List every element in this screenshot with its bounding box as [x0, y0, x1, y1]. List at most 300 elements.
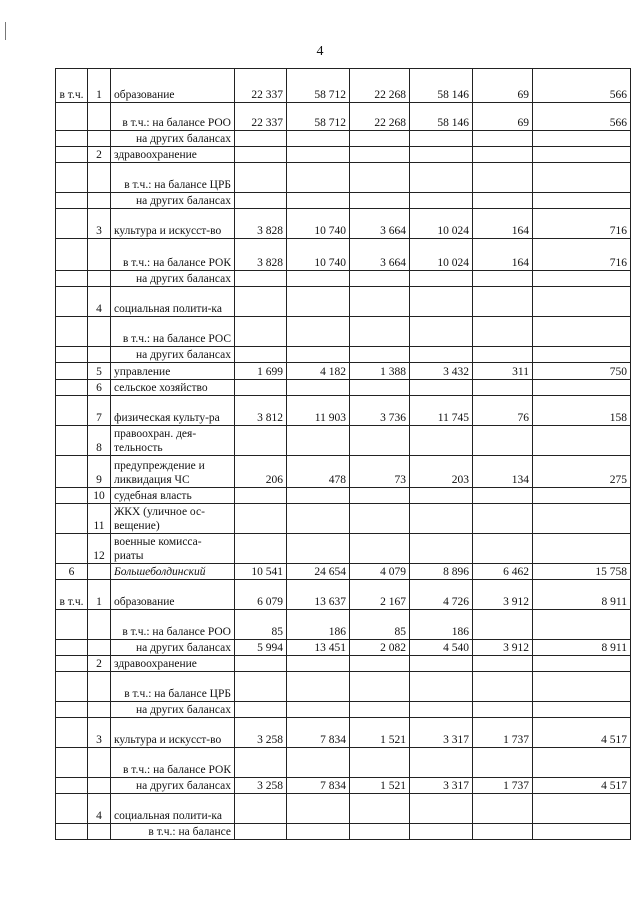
- row-group-cell: [56, 718, 88, 748]
- value-cell: 164: [473, 209, 533, 239]
- row-group-cell: [56, 456, 88, 488]
- table-row: [56, 580, 631, 610]
- value-cell: [235, 147, 287, 163]
- value-cell: [287, 163, 350, 193]
- row-number-cell: [88, 672, 111, 702]
- value-cell: 1 737: [473, 718, 533, 748]
- row-number-cell: [88, 239, 111, 271]
- value-cell: 8 911: [533, 580, 631, 610]
- value-cell: [410, 271, 473, 287]
- value-cell: 4 517: [533, 778, 631, 794]
- value-cell: [350, 672, 410, 702]
- value-cell: [350, 702, 410, 718]
- sector-name-cell: культура и искусст-во: [111, 718, 235, 748]
- value-cell: 58 146: [410, 69, 473, 103]
- sector-name-cell: управление: [111, 363, 235, 380]
- value-cell: [410, 347, 473, 363]
- value-cell: 69: [473, 103, 533, 131]
- value-cell: [533, 287, 631, 317]
- row-number-cell: [88, 103, 111, 131]
- value-cell: [410, 504, 473, 534]
- value-cell: [533, 271, 631, 287]
- value-cell: [533, 824, 631, 840]
- table-row: [56, 504, 631, 534]
- value-cell: [533, 702, 631, 718]
- row-number-cell: 3: [88, 718, 111, 748]
- value-cell: [533, 163, 631, 193]
- value-cell: 206: [235, 456, 287, 488]
- sector-name-cell: предупреждение и ликвидация ЧС: [111, 456, 235, 488]
- value-cell: [287, 271, 350, 287]
- value-cell: [533, 347, 631, 363]
- value-cell: [410, 824, 473, 840]
- value-cell: 134: [473, 456, 533, 488]
- row-number-cell: [88, 193, 111, 209]
- table-row: [56, 239, 631, 271]
- value-cell: [410, 656, 473, 672]
- row-number-cell: 3: [88, 209, 111, 239]
- value-cell: 13 451: [287, 640, 350, 656]
- value-cell: 8 911: [533, 640, 631, 656]
- value-cell: [410, 147, 473, 163]
- value-cell: [533, 534, 631, 564]
- value-cell: [235, 702, 287, 718]
- table-row: [56, 534, 631, 564]
- value-cell: 716: [533, 239, 631, 271]
- value-cell: [235, 131, 287, 147]
- row-number-cell: 2: [88, 147, 111, 163]
- value-cell: [287, 287, 350, 317]
- row-number-cell: [88, 702, 111, 718]
- row-group-cell: [56, 534, 88, 564]
- value-cell: [473, 193, 533, 209]
- value-cell: [235, 794, 287, 824]
- value-cell: [287, 380, 350, 396]
- table-row: [56, 69, 631, 103]
- value-cell: [235, 347, 287, 363]
- value-cell: [473, 672, 533, 702]
- sector-name-cell: в т.ч.: на балансе РОО: [111, 610, 235, 640]
- value-cell: 22 268: [350, 69, 410, 103]
- table-row: [56, 488, 631, 504]
- value-cell: [350, 656, 410, 672]
- value-cell: 13 637: [287, 580, 350, 610]
- page-number: 4: [316, 44, 324, 59]
- sector-name-cell: в т.ч.: на балансе РОС: [111, 317, 235, 347]
- budget-table: [55, 68, 631, 840]
- value-cell: 750: [533, 363, 631, 380]
- table-row: [56, 193, 631, 209]
- value-cell: 158: [533, 396, 631, 426]
- value-cell: 6 079: [235, 580, 287, 610]
- value-cell: [473, 131, 533, 147]
- value-cell: 3 828: [235, 239, 287, 271]
- value-cell: [350, 488, 410, 504]
- sector-name-cell: в т.ч.: на балансе РОО: [111, 103, 235, 131]
- value-cell: 478: [287, 456, 350, 488]
- value-cell: [533, 193, 631, 209]
- sector-name-cell: на других балансах: [111, 702, 235, 718]
- row-number-cell: [88, 271, 111, 287]
- value-cell: [533, 672, 631, 702]
- value-cell: 3 812: [235, 396, 287, 426]
- value-cell: [533, 426, 631, 456]
- value-cell: [287, 426, 350, 456]
- value-cell: 11 745: [410, 396, 473, 426]
- value-cell: [287, 193, 350, 209]
- table-row: [56, 103, 631, 131]
- sector-name-cell: образование: [111, 69, 235, 103]
- value-cell: 3 258: [235, 778, 287, 794]
- value-cell: [473, 488, 533, 504]
- value-cell: [410, 317, 473, 347]
- table-row: [56, 718, 631, 748]
- row-group-cell: [56, 488, 88, 504]
- row-number-cell: [88, 317, 111, 347]
- value-cell: [350, 131, 410, 147]
- value-cell: 4 540: [410, 640, 473, 656]
- value-cell: [473, 610, 533, 640]
- row-group-cell: [56, 610, 88, 640]
- value-cell: 3 664: [350, 209, 410, 239]
- value-cell: [533, 147, 631, 163]
- row-group-cell: [56, 702, 88, 718]
- value-cell: 73: [350, 456, 410, 488]
- value-cell: [235, 672, 287, 702]
- sector-name-cell: социальная полити-ка: [111, 287, 235, 317]
- sector-name-cell: здравоохранение: [111, 147, 235, 163]
- value-cell: [473, 271, 533, 287]
- value-cell: [287, 672, 350, 702]
- row-number-cell: 6: [88, 380, 111, 396]
- table-row: [56, 287, 631, 317]
- value-cell: [410, 163, 473, 193]
- value-cell: 58 712: [287, 69, 350, 103]
- value-cell: 22 337: [235, 103, 287, 131]
- value-cell: 24 654: [287, 564, 350, 580]
- value-cell: [287, 702, 350, 718]
- value-cell: [350, 147, 410, 163]
- value-cell: [350, 426, 410, 456]
- row-group-cell: [56, 504, 88, 534]
- sector-name-cell: в т.ч.: на балансе ЦРБ: [111, 672, 235, 702]
- value-cell: 4 182: [287, 363, 350, 380]
- value-cell: [350, 163, 410, 193]
- value-cell: [235, 380, 287, 396]
- row-group-cell: [56, 748, 88, 778]
- value-cell: [410, 488, 473, 504]
- value-cell: 311: [473, 363, 533, 380]
- table-row: [56, 672, 631, 702]
- row-number-cell: 7: [88, 396, 111, 426]
- value-cell: [287, 824, 350, 840]
- value-cell: [473, 794, 533, 824]
- row-group-cell: [56, 131, 88, 147]
- value-cell: [235, 317, 287, 347]
- value-cell: 58 712: [287, 103, 350, 131]
- value-cell: 3 317: [410, 718, 473, 748]
- value-cell: 4 517: [533, 718, 631, 748]
- row-number-cell: [88, 748, 111, 778]
- table-row: [56, 380, 631, 396]
- row-number-cell: 2: [88, 656, 111, 672]
- value-cell: [533, 794, 631, 824]
- value-cell: [287, 534, 350, 564]
- row-group-cell: [56, 672, 88, 702]
- value-cell: [287, 656, 350, 672]
- row-number-cell: [88, 610, 111, 640]
- value-cell: [410, 287, 473, 317]
- value-cell: [287, 317, 350, 347]
- table-row: [56, 163, 631, 193]
- value-cell: [473, 380, 533, 396]
- row-group-cell: [56, 239, 88, 271]
- value-cell: [350, 534, 410, 564]
- value-cell: [410, 794, 473, 824]
- table-row: [56, 396, 631, 426]
- value-cell: 7 834: [287, 718, 350, 748]
- table-row: [56, 456, 631, 488]
- value-cell: 1 699: [235, 363, 287, 380]
- value-cell: 11 903: [287, 396, 350, 426]
- value-cell: [235, 824, 287, 840]
- row-number-cell: [88, 778, 111, 794]
- sector-name-cell: военные комисса-риаты: [111, 534, 235, 564]
- value-cell: [350, 193, 410, 209]
- sector-name-cell: в т.ч.: на балансе РОК: [111, 239, 235, 271]
- value-cell: [410, 131, 473, 147]
- row-number-cell: 9: [88, 456, 111, 488]
- table-row: [56, 824, 631, 840]
- sector-name-cell: в т.ч.: на балансе ЦРБ: [111, 163, 235, 193]
- value-cell: 10 024: [410, 209, 473, 239]
- value-cell: 85: [350, 610, 410, 640]
- table-row: [56, 363, 631, 380]
- row-group-cell: [56, 363, 88, 380]
- value-cell: 1 737: [473, 778, 533, 794]
- value-cell: 3 258: [235, 718, 287, 748]
- value-cell: [287, 131, 350, 147]
- row-group-cell: [56, 347, 88, 363]
- value-cell: 716: [533, 209, 631, 239]
- row-number-cell: 4: [88, 287, 111, 317]
- row-number-cell: 1: [88, 580, 111, 610]
- value-cell: [287, 504, 350, 534]
- row-group-cell: [56, 656, 88, 672]
- value-cell: 566: [533, 103, 631, 131]
- sector-name-cell: на других балансах: [111, 347, 235, 363]
- value-cell: 76: [473, 396, 533, 426]
- row-number-cell: 8: [88, 426, 111, 456]
- value-cell: [410, 748, 473, 778]
- table-row: [56, 640, 631, 656]
- sector-name-cell: на других балансах: [111, 193, 235, 209]
- value-cell: 275: [533, 456, 631, 488]
- value-cell: [533, 131, 631, 147]
- row-group-cell: [56, 163, 88, 193]
- table-body: [56, 69, 631, 840]
- value-cell: [350, 347, 410, 363]
- row-number-cell: [88, 824, 111, 840]
- value-cell: [350, 824, 410, 840]
- value-cell: [410, 672, 473, 702]
- row-group-cell: [56, 193, 88, 209]
- value-cell: [350, 748, 410, 778]
- row-number-cell: 12: [88, 534, 111, 564]
- sector-name-cell: на других балансах: [111, 778, 235, 794]
- row-number-cell: [88, 347, 111, 363]
- row-group-cell: [56, 426, 88, 456]
- table-row: [56, 610, 631, 640]
- value-cell: [235, 271, 287, 287]
- value-cell: [410, 426, 473, 456]
- row-number-cell: 10: [88, 488, 111, 504]
- value-cell: 3 432: [410, 363, 473, 380]
- row-group-cell: [56, 396, 88, 426]
- sector-name-cell: сельское хозяйство: [111, 380, 235, 396]
- value-cell: 10 541: [235, 564, 287, 580]
- sector-name-cell: культура и искусст-во: [111, 209, 235, 239]
- table-row: [56, 702, 631, 718]
- sector-name-cell: образование: [111, 580, 235, 610]
- row-group-cell: 6: [56, 564, 88, 580]
- value-cell: 2 082: [350, 640, 410, 656]
- value-cell: 69: [473, 69, 533, 103]
- value-cell: [533, 748, 631, 778]
- value-cell: 10 740: [287, 239, 350, 271]
- value-cell: [473, 656, 533, 672]
- value-cell: [287, 147, 350, 163]
- sector-name-cell: физическая культу-ра: [111, 396, 235, 426]
- value-cell: [473, 534, 533, 564]
- table-row: [56, 347, 631, 363]
- table-row: [56, 317, 631, 347]
- value-cell: [410, 380, 473, 396]
- table-row: [56, 209, 631, 239]
- value-cell: 3 912: [473, 640, 533, 656]
- row-group-cell: [56, 103, 88, 131]
- value-cell: [533, 488, 631, 504]
- value-cell: 186: [410, 610, 473, 640]
- value-cell: 22 337: [235, 69, 287, 103]
- value-cell: 2 167: [350, 580, 410, 610]
- value-cell: [235, 488, 287, 504]
- value-cell: 22 268: [350, 103, 410, 131]
- value-cell: [235, 287, 287, 317]
- value-cell: 10 024: [410, 239, 473, 271]
- value-cell: 15 758: [533, 564, 631, 580]
- row-number-cell: 11: [88, 504, 111, 534]
- value-cell: 3 828: [235, 209, 287, 239]
- value-cell: [473, 426, 533, 456]
- value-cell: [235, 193, 287, 209]
- value-cell: 203: [410, 456, 473, 488]
- value-cell: 6 462: [473, 564, 533, 580]
- value-cell: [410, 702, 473, 718]
- value-cell: [350, 504, 410, 534]
- value-cell: 58 146: [410, 103, 473, 131]
- value-cell: [533, 504, 631, 534]
- value-cell: 1 388: [350, 363, 410, 380]
- row-number-cell: [88, 163, 111, 193]
- row-number-cell: [88, 640, 111, 656]
- value-cell: [533, 380, 631, 396]
- value-cell: [533, 317, 631, 347]
- value-cell: 4 079: [350, 564, 410, 580]
- value-cell: 85: [235, 610, 287, 640]
- value-cell: 1 521: [350, 718, 410, 748]
- value-cell: 3 912: [473, 580, 533, 610]
- table-row: [56, 794, 631, 824]
- sector-name-cell: на других балансах: [111, 131, 235, 147]
- value-cell: [287, 488, 350, 504]
- value-cell: [473, 287, 533, 317]
- row-group-cell: [56, 380, 88, 396]
- row-number-cell: 4: [88, 794, 111, 824]
- table-row: [56, 564, 631, 580]
- value-cell: [350, 380, 410, 396]
- value-cell: [235, 163, 287, 193]
- value-cell: [235, 748, 287, 778]
- value-cell: 164: [473, 239, 533, 271]
- table-row: [56, 748, 631, 778]
- sector-name-cell: на других балансах: [111, 640, 235, 656]
- table-row: [56, 656, 631, 672]
- value-cell: [287, 347, 350, 363]
- sector-name-cell: в т.ч.: на балансе РОК: [111, 748, 235, 778]
- row-number-cell: [88, 564, 111, 580]
- value-cell: 3 317: [410, 778, 473, 794]
- value-cell: 566: [533, 69, 631, 103]
- row-number-cell: [88, 131, 111, 147]
- value-cell: [473, 163, 533, 193]
- value-cell: [410, 193, 473, 209]
- value-cell: [350, 794, 410, 824]
- value-cell: [473, 317, 533, 347]
- row-group-cell: [56, 824, 88, 840]
- value-cell: [410, 534, 473, 564]
- value-cell: [235, 656, 287, 672]
- sector-name-cell: правоохран. дея-тельность: [111, 426, 235, 456]
- table-row: [56, 131, 631, 147]
- sector-name-cell: в т.ч.: на балансе: [111, 824, 235, 840]
- table-row: [56, 147, 631, 163]
- value-cell: [473, 504, 533, 534]
- value-cell: 8 896: [410, 564, 473, 580]
- value-cell: [350, 271, 410, 287]
- row-group-cell: [56, 271, 88, 287]
- value-cell: [235, 534, 287, 564]
- row-number-cell: 1: [88, 69, 111, 103]
- value-cell: 3 664: [350, 239, 410, 271]
- sector-name-cell: ЖКХ (уличное ос-вещение): [111, 504, 235, 534]
- row-group-cell: [56, 287, 88, 317]
- value-cell: 3 736: [350, 396, 410, 426]
- row-group-cell: [56, 147, 88, 163]
- value-cell: [235, 504, 287, 534]
- table-row: [56, 778, 631, 794]
- row-number-cell: 5: [88, 363, 111, 380]
- table-row: [56, 271, 631, 287]
- value-cell: 10 740: [287, 209, 350, 239]
- value-cell: [287, 748, 350, 778]
- value-cell: [287, 794, 350, 824]
- value-cell: [350, 287, 410, 317]
- value-cell: 1 521: [350, 778, 410, 794]
- value-cell: 186: [287, 610, 350, 640]
- row-group-cell: в т.ч.: [56, 69, 88, 103]
- sector-name-cell: социальная полити-ка: [111, 794, 235, 824]
